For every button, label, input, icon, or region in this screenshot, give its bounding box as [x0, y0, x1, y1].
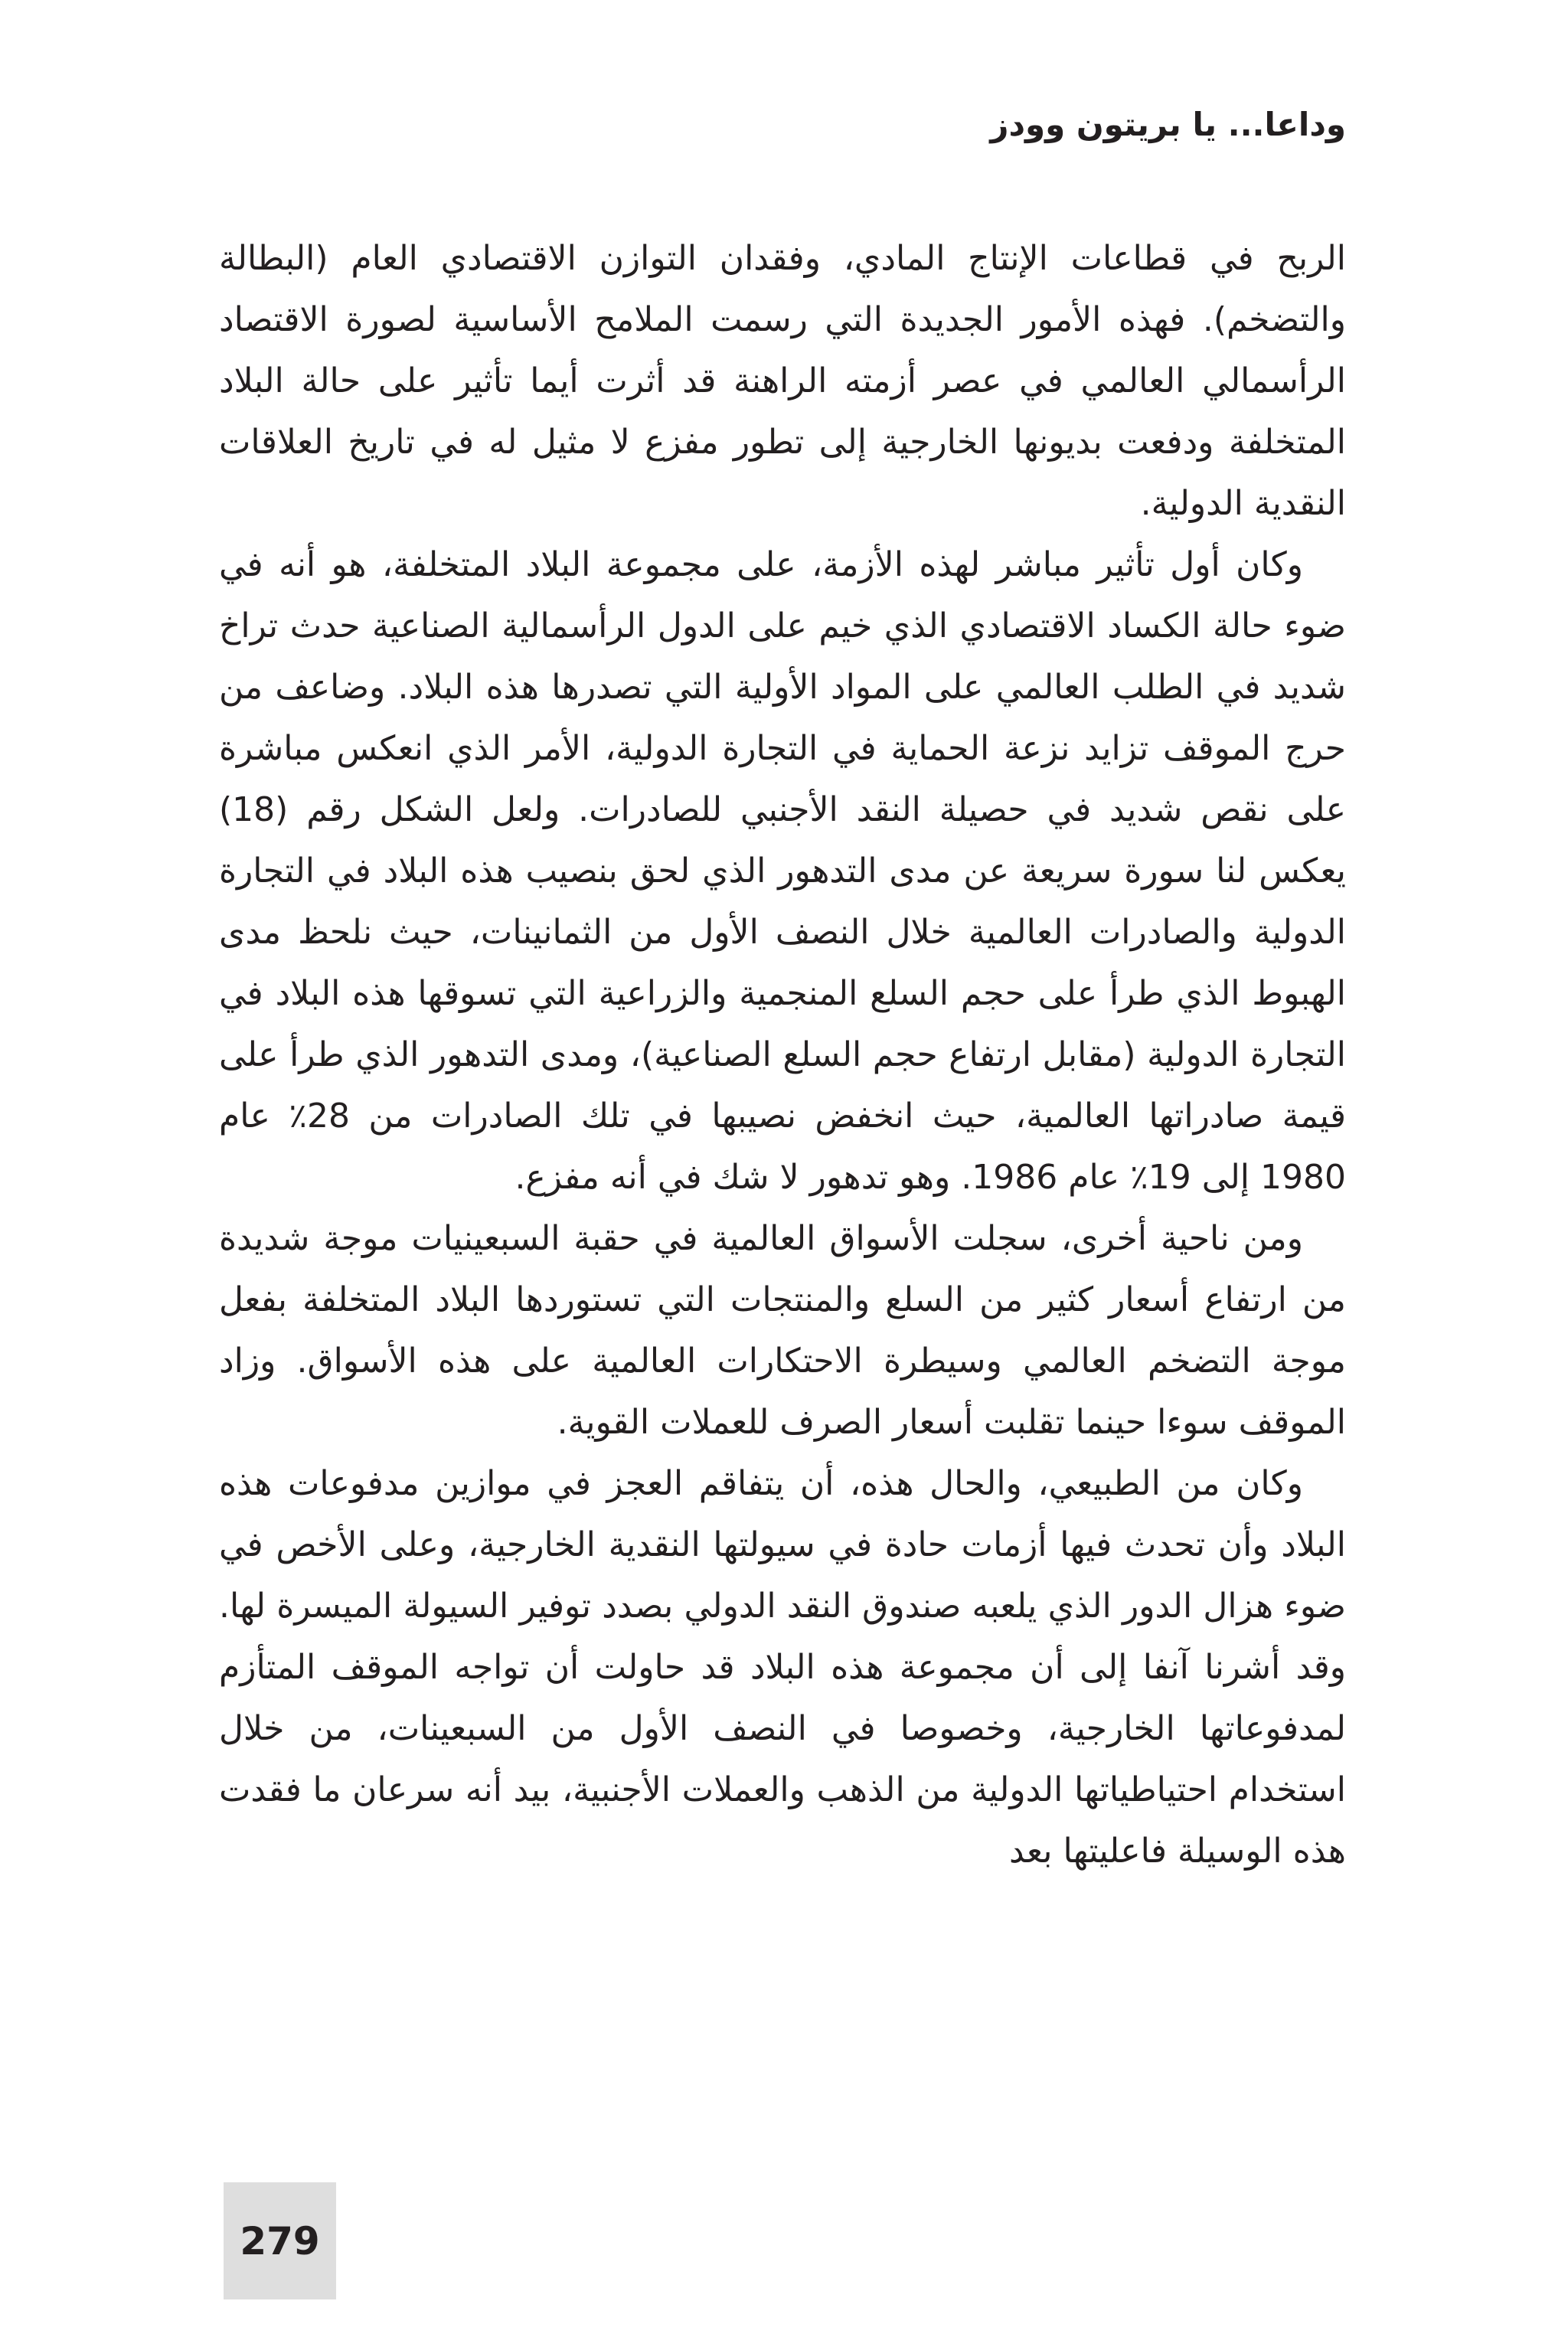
paragraph: الربح في قطاعات الإنتاج المادي، وفقدان التوازن الاقتصادي العام (البطالة والتضخم). فهذه الأمور الجديدة التي رسمت الملامح الأساسية لصورة الاقتصاد الرأسمالي العالمي في عصر أزمته الراهنة قد أثرت أيما تأثير على حالة البلاد المتخلفة ودفعت بديونها الخارجية إلى تطور مفزع لا مثيل له في تاريخ العلاقات النقدية الدولية.	[219, 239, 1346, 523]
body-text	[219, 228, 1346, 1882]
paragraph: وكان أول تأثير مباشر لهذه الأزمة، على مجموعة البلاد المتخلفة، هو أنه في ضوء حالة الكساد الاقتصادي الذي خيم على الدول الرأسمالية الصناعية حدث تراخ شديد في الطلب العالمي على المواد الأولية التي تصدرها هذه البلاد. وضاعف من حرج الموقف تزايد نزعة الحماية في التجارة الدولية، الأمر الذي انعكس مباشرة على نقص شديد في حصيلة النقد الأجنبي للصادرات. ولعل الشكل رقم (18) يعكس لنا سورة سريعة عن مدى التدهور الذي لحق بنصيب هذه البلاد في التجارة الدولية والصادرات العالمية خلال النصف الأول من الثمانينات، حيث نلحظ مدى الهبوط الذي طرأ على حجم السلع المنجمية والزراعية التي تسوقها هذه البلاد في التجارة الدولية (مقابل ارتفاع حجم السلع الصناعية)، ومدى التدهور الذي طرأ على قيمة صادراتها العالمية، حيث انخفض نصيبها في تلك الصادرات من 28٪ عام 1980 إلى 19٪ عام 1986. وهو تدهور لا شك في أنه مفزع.	[219, 545, 1346, 1197]
page-number-box	[224, 2182, 336, 2299]
paragraph: ومن ناحية أخرى، سجلت الأسواق العالمية في حقبة السبعينيات موجة شديدة من ارتفاع أسعار كثير من السلع والمنتجات التي تستوردها البلاد المتخلفة بفعل موجة التضخم العالمي وسيطرة الاحتكارات العالمية على هذه الأسواق. وزاد الموقف سوءا حينما تقلبت أسعار الصرف للعملات القوية.	[219, 1219, 1346, 1442]
running-header: وداعا... يا بريتون وودز	[990, 106, 1346, 143]
page-number: 279	[240, 2218, 320, 2263]
paragraph: وكان من الطبيعي، والحال هذه، أن يتفاقم العجز في موازين مدفوعات هذه البلاد وأن تحدث فيها أزمات حادة في سيولتها النقدية الخارجية، وعلى الأخص في ضوء هزال الدور الذي يلعبه صندوق النقد الدولي بصدد توفير السيولة الميسرة لها. وقد أشرنا آنفا إلى أن مجموعة هذه البلاد قد حاولت أن تواجه الموقف المتأزم لمدفوعاتها الخارجية، وخصوصا في النصف الأول من السبعينات، من خلال استخدام احتياطياتها الدولية من الذهب والعملات الأجنبية، بيد أنه سرعان ما فقدت هذه الوسيلة فاعليتها بعد	[219, 1464, 1346, 1871]
